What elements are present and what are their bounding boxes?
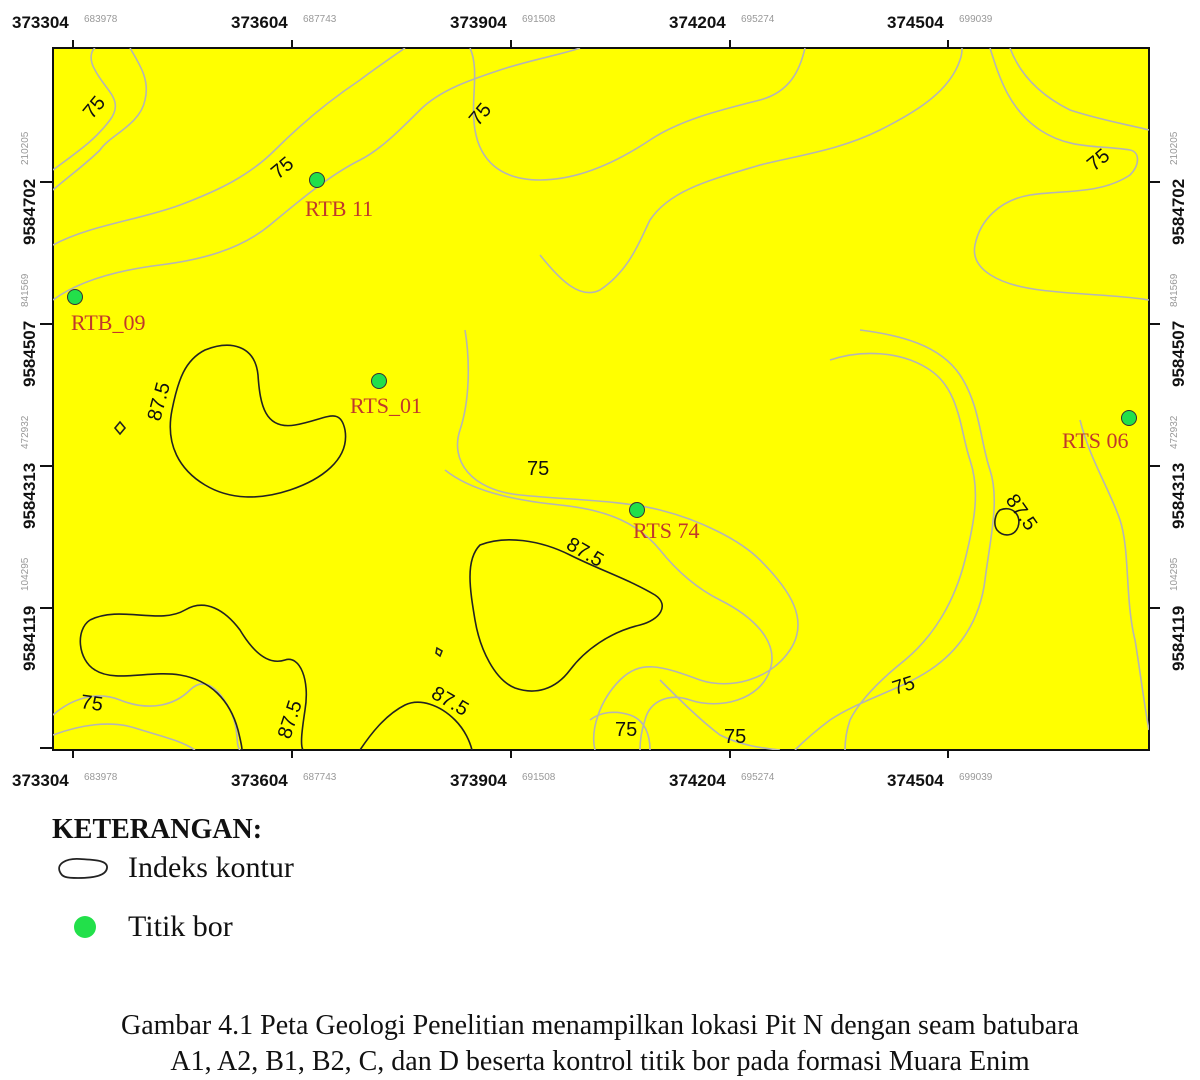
x-tick-labels-top [12, 13, 993, 32]
contour-label: 75 [527, 458, 550, 480]
x-tick-label: 373304 [12, 13, 69, 32]
y-tick-sublabel: 472932 [1169, 415, 1180, 449]
x-tick-label: 373604 [231, 13, 288, 32]
borehole-dot-icon [52, 907, 128, 947]
contour-label: 75 [78, 92, 111, 124]
x-tick-label: 373904 [450, 13, 507, 32]
legend-label: Indeks kontur [128, 851, 294, 884]
legend-item-contour [52, 848, 294, 888]
contour-label: 75 [615, 719, 638, 741]
y-tick-label: 9584702 [20, 178, 39, 245]
contour-label: 87.5 [1000, 490, 1042, 535]
x-tick-label: 373604 [231, 771, 288, 790]
x-tick-label: 373904 [450, 771, 507, 790]
contour-label: 75 [889, 671, 918, 700]
contour-label: 75 [1083, 144, 1115, 176]
x-tick-sublabel: 683978 [84, 772, 118, 783]
x-tick-sublabel: 699039 [959, 772, 993, 783]
legend-label: Titik bor [128, 910, 233, 943]
borehole-label: RTB 11 [305, 196, 374, 221]
caption-line: Gambar 4.1 Peta Geologi Penelitian menampilkan lokasi Pit N dengan seam batubara [121, 1010, 1079, 1041]
y-tick-sublabel: 104295 [20, 557, 31, 591]
legend-item-borehole [52, 907, 233, 947]
borehole-label: RTB_09 [71, 310, 146, 335]
borehole-dot-icon [68, 290, 83, 305]
y-tick-label: 9584702 [1169, 178, 1188, 245]
contour-label: 75 [724, 726, 747, 748]
y-tick-sublabel: 210205 [20, 131, 31, 165]
x-tick-label: 374204 [669, 771, 726, 790]
y-tick-sublabel: 210205 [1169, 131, 1180, 165]
y-tick-sublabel: 841569 [1169, 273, 1180, 307]
y-tick-label: 9584119 [20, 605, 39, 671]
x-tick-sublabel: 683978 [84, 14, 118, 25]
x-tick-label: 374504 [887, 13, 944, 32]
borehole-dot-icon [630, 503, 645, 518]
y-tick-label: 9584507 [20, 320, 39, 387]
contour-label: 87.5 [562, 533, 608, 572]
x-tick-sublabel: 691508 [522, 772, 556, 783]
x-tick-labels-bottom [12, 771, 993, 790]
x-tick-sublabel: 695274 [741, 772, 775, 783]
map-frame [53, 48, 1149, 750]
y-tick-sublabel: 472932 [20, 415, 31, 449]
x-tick-label: 373304 [12, 771, 69, 790]
borehole-label: RTS 06 [1062, 428, 1129, 453]
borehole-label: RTS 74 [633, 518, 700, 543]
caption-line: A1, A2, B1, B2, C, dan D beserta kontrol titik bor pada formasi Muara Enim [170, 1046, 1030, 1077]
x-tick-sublabel: 687743 [303, 14, 337, 25]
borehole-dot-icon [1122, 411, 1137, 426]
y-tick-labels-right [1169, 131, 1188, 671]
x-tick-sublabel: 687743 [303, 772, 337, 783]
y-tick-label: 9584119 [1169, 605, 1188, 671]
contour-loop-icon [52, 848, 128, 888]
figure-caption [0, 1008, 1200, 1080]
borehole-dot-icon [372, 374, 387, 389]
y-tick-label: 9584507 [1169, 320, 1188, 387]
x-tick-label: 374204 [669, 13, 726, 32]
y-tick-sublabel: 104295 [1169, 557, 1180, 591]
x-tick-sublabel: 691508 [522, 14, 556, 25]
x-tick-sublabel: 699039 [959, 14, 993, 25]
legend-title: KETERANGAN: [52, 814, 263, 845]
y-tick-label: 9584313 [1169, 462, 1188, 529]
y-tick-sublabel: 841569 [20, 273, 31, 307]
x-tick-sublabel: 695274 [741, 14, 775, 25]
y-tick-labels-left [20, 131, 39, 671]
contour-label: 87.5 [427, 682, 473, 721]
borehole-label: RTS_01 [350, 393, 423, 418]
contour-label: 75 [79, 691, 105, 717]
y-tick-label: 9584313 [20, 462, 39, 529]
borehole-dot-icon [310, 173, 325, 188]
x-tick-label: 374504 [887, 771, 944, 790]
contour-label: 87.5 [143, 379, 175, 424]
contour-label: 87.5 [273, 697, 307, 742]
contour-label: 75 [267, 152, 299, 184]
contour-label: 75 [464, 99, 497, 131]
